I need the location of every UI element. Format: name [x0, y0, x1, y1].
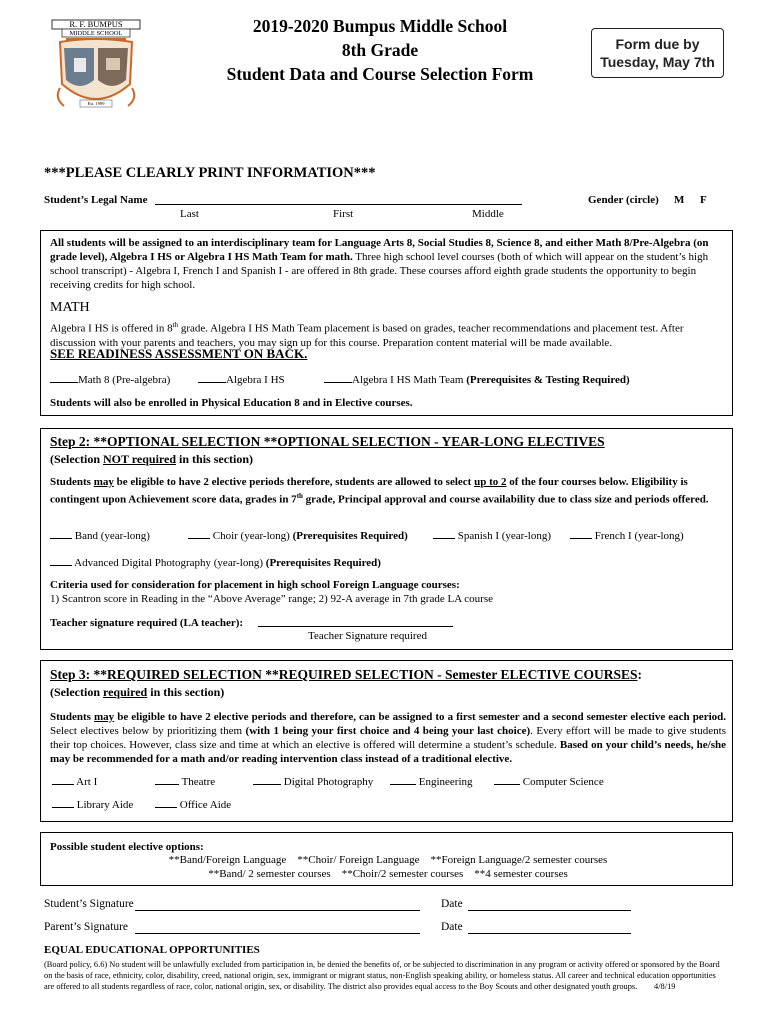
legal-name-line[interactable] — [155, 204, 522, 205]
choir-option[interactable] — [188, 528, 408, 542]
due-line-1: Form due by — [615, 36, 700, 52]
team-intro-paragraph — [50, 236, 726, 292]
step3-p-may: may — [94, 711, 115, 723]
eeo-heading: EQUAL EDUCATIONAL OPPORTUNITIES — [44, 944, 260, 956]
parent-signature-line[interactable] — [135, 933, 420, 934]
step2-heading-text: Step 2: **OPTIONAL SELECTION **OPTIONAL SELECTION - YEAR-LONG ELECTIVES — [50, 434, 605, 449]
algebra-team-req: (Prerequisites & Testing Required) — [466, 374, 630, 386]
possible-line-2: **Band/ 2 semester courses **Choir/2 semester courses **4 semester courses — [208, 868, 568, 880]
theatre-blank[interactable] — [155, 774, 179, 785]
step2-p-sup: th — [296, 492, 303, 500]
step2-p-b: be eligible to have 2 elective periods therefore, students are allowed to select — [113, 476, 475, 488]
due-line-2: Tuesday, May 7th — [600, 54, 715, 70]
teacher-sig-label: Teacher signature required (LA teacher): — [50, 617, 244, 629]
parent-date-label: Date — [441, 921, 463, 933]
step2-p-d: grade, Principal approval and course availability due to class size and periods offered. — [302, 493, 709, 506]
title-line-3: Student Data and Course Selection Form — [226, 64, 534, 84]
logo-line1: R. F. BUMPUS — [69, 19, 123, 29]
legal-name-label: Student’s Legal Name — [44, 194, 148, 206]
computer-science-option[interactable] — [494, 774, 604, 788]
algebra-team-label: Algebra I HS Math Team — [352, 374, 464, 386]
step2-sub-b: in this section) — [176, 452, 254, 466]
library-aide-option[interactable] — [52, 797, 133, 811]
art-option[interactable] — [52, 774, 97, 788]
eeo-text: (Board policy, 6.6) No student will be unlawfully excluded from participation in, be denied the benefits of, or be subjected to discrimination in any program or activity offered or sponsored by the Board on the basis of race, ethnicity, color, disability, creed, national origin, sex, immigrant or migrant status, non-English speaking ability, or homeless status. All career and technical education opportunities are offered to all students regardless of race, color, national origin, sex, or disability. The district also provides equal access to the Boy Scouts and other designated youth groups. — [44, 960, 720, 991]
title-line-2: 8th Grade — [341, 40, 419, 60]
logo-est: Est. 1999 — [87, 101, 105, 106]
digital-photography-label: Digital Photography — [283, 776, 374, 788]
math-paragraph — [50, 318, 726, 350]
digital-photography-blank[interactable] — [253, 774, 281, 785]
step3-p-b: be eligible to have 2 elective periods and therefore, can be assigned to a first semester and a second semester elective each period. — [114, 711, 726, 723]
eeo-paragraph — [44, 959, 724, 992]
office-aide-label: Office Aide — [179, 799, 232, 811]
step2-sub-not: NOT required — [103, 452, 177, 466]
library-aide-label: Library Aide — [76, 799, 134, 811]
student-signature-label: Student’s Signature — [44, 898, 134, 910]
french-label: French I (year-long) — [594, 530, 684, 542]
step2-sub-a: (Selection — [50, 452, 103, 466]
office-aide-blank[interactable] — [155, 797, 177, 808]
step3-p-a: Students — [50, 711, 95, 723]
spanish-blank[interactable] — [433, 528, 455, 539]
step3-heading-colon: : — [637, 667, 642, 682]
step3-p-d: (with 1 being your first choice and 4 being your last choice) — [245, 725, 531, 737]
step3-sub-a: (Selection — [50, 685, 103, 699]
step3-heading — [50, 667, 642, 683]
photo-req: (Prerequisites Required) — [265, 557, 381, 569]
digital-photography-option[interactable] — [253, 774, 373, 788]
logo-line2: MIDDLE SCHOOL — [69, 30, 123, 37]
possible-heading: Possible student elective options: — [50, 841, 204, 853]
theatre-label: Theatre — [181, 776, 216, 788]
engineering-label: Engineering — [418, 776, 473, 788]
band-label: Band (year-long) — [74, 530, 150, 542]
criteria-heading: Criteria used for consideration for placement in high school Foreign Language courses: — [50, 579, 460, 591]
math-text-a: Algebra I HS is offered in 8 — [50, 322, 173, 335]
step3-p-f: Based on your child’s needs, he/she may be recommended for a math and/or reading intervention class instead of a traditional elective. — [50, 739, 726, 765]
computer-science-blank[interactable] — [494, 774, 520, 785]
algebra-option[interactable] — [198, 372, 285, 386]
parent-date-line[interactable] — [468, 933, 631, 934]
algebra-team-blank[interactable] — [324, 372, 352, 383]
step2-subheading — [50, 452, 253, 467]
eeo-date: 4/8/19 — [654, 982, 676, 991]
art-blank[interactable] — [52, 774, 74, 785]
readiness-link: SEE READINESS ASSESSMENT ON BACK. — [50, 346, 308, 361]
algebra-label: Algebra I HS — [226, 374, 285, 386]
step2-p-may: may — [93, 476, 114, 488]
last-name-caption: Last — [180, 208, 199, 220]
photo-blank[interactable] — [50, 555, 72, 566]
theatre-option[interactable] — [155, 774, 215, 788]
step3-subheading — [50, 685, 224, 700]
algebra-blank[interactable] — [198, 372, 226, 383]
step2-p-a: Students — [50, 476, 94, 488]
choir-label: Choir (year-long) — [212, 530, 290, 542]
step2-p-upto: up to 2 — [474, 476, 507, 488]
math8-label: Math 8 (Pre-algebra) — [78, 374, 171, 386]
computer-science-label: Computer Science — [522, 776, 604, 788]
step3-heading-text: Step 3: **REQUIRED SELECTION **REQUIRED SELECTION - Semester ELECTIVE COURSES — [50, 667, 638, 682]
photo-option[interactable] — [50, 555, 381, 569]
library-aide-blank[interactable] — [52, 797, 74, 808]
middle-name-caption: Middle — [472, 208, 504, 220]
parent-signature-label: Parent’s Signature — [44, 921, 128, 933]
french-option[interactable] — [570, 528, 684, 542]
gender-m-option[interactable]: M — [674, 194, 685, 206]
math-heading: MATH — [50, 300, 90, 315]
math-text-sup: th — [172, 321, 179, 329]
step3-paragraph — [50, 710, 726, 766]
step2-heading — [50, 434, 605, 450]
student-date-label: Date — [441, 898, 463, 910]
step2-p-c: of the four courses below. Eligibility is contingent upon Achievement score data, grades in 7 — [50, 476, 688, 506]
algebra-team-option[interactable] — [324, 372, 630, 386]
office-aide-option[interactable] — [155, 797, 231, 811]
choir-req: (Prerequisites Required) — [292, 530, 408, 542]
team-intro-bold: All students will be assigned to an interdisciplinary team for Language Arts 8, Social Studies 8, Science 8, and either Math 8/Pre-Algebra (on grade level), Algebra I HS or Algebra I HS Math Team for math. — [50, 237, 709, 263]
form-due-badge — [591, 28, 724, 78]
spanish-option[interactable] — [433, 528, 551, 542]
french-blank[interactable] — [570, 528, 592, 539]
student-date-line[interactable] — [468, 910, 631, 911]
math8-option[interactable] — [50, 372, 170, 386]
teacher-sig-line[interactable] — [258, 626, 453, 627]
engineering-option[interactable] — [390, 774, 473, 788]
band-blank[interactable] — [50, 528, 72, 539]
step3-p-e: . Every effort will be made to give students their top choices. However, class size and time at which an elective is offered will determine a student’s schedule. — [50, 725, 726, 751]
step3-sub-b: in this section) — [147, 685, 225, 699]
teacher-sig-caption: Teacher Signature required — [308, 630, 427, 642]
math-text-b: grade. Algebra I HS Math Team placement is based on grades, teacher recommendations and placement test. After discussion with your parents and teachers, you may sign up for this course. Preparation content material will be made available. — [50, 322, 684, 349]
engineering-blank[interactable] — [390, 774, 416, 785]
step3-sub-req: required — [103, 685, 148, 699]
gender-label: Gender (circle) — [588, 194, 659, 206]
spanish-label: Spanish I (year-long) — [457, 530, 552, 542]
photo-label: Advanced Digital Photography (year-long) — [74, 557, 264, 569]
math8-blank[interactable] — [50, 372, 78, 383]
pe-note: Students will also be enrolled in Physical Education 8 and in Elective courses. — [50, 397, 413, 409]
choir-blank[interactable] — [188, 528, 210, 539]
criteria-text: 1) Scantron score in Reading in the “Above Average” range; 2) 92-A average in 7th grade LA course — [50, 593, 493, 605]
gender-f-option[interactable]: F — [700, 194, 707, 206]
first-name-caption: First — [333, 208, 354, 220]
print-heading: ***PLEASE CLEARLY PRINT INFORMATION*** — [44, 165, 376, 181]
step3-p-c: Select electives below by prioritizing them — [50, 725, 246, 737]
possible-line-1: **Band/Foreign Language **Choir/ Foreign Language **Foreign Language/2 semester courses — [168, 854, 608, 866]
form-title — [200, 14, 560, 86]
team-intro-rest: Three high school level courses (both of which will appear on the student’s high school transcript) - Algebra I, French I and Spanish I - are offered in 8th grade. These courses afford eighth grade students the opportunity to begin receiving credits for high school. — [50, 251, 709, 291]
step2-paragraph — [50, 475, 726, 507]
title-line-1: 2019-2020 Bumpus Middle School — [252, 16, 508, 36]
band-option[interactable] — [50, 528, 150, 542]
art-label: Art I — [76, 776, 98, 788]
student-signature-line[interactable] — [135, 910, 420, 911]
